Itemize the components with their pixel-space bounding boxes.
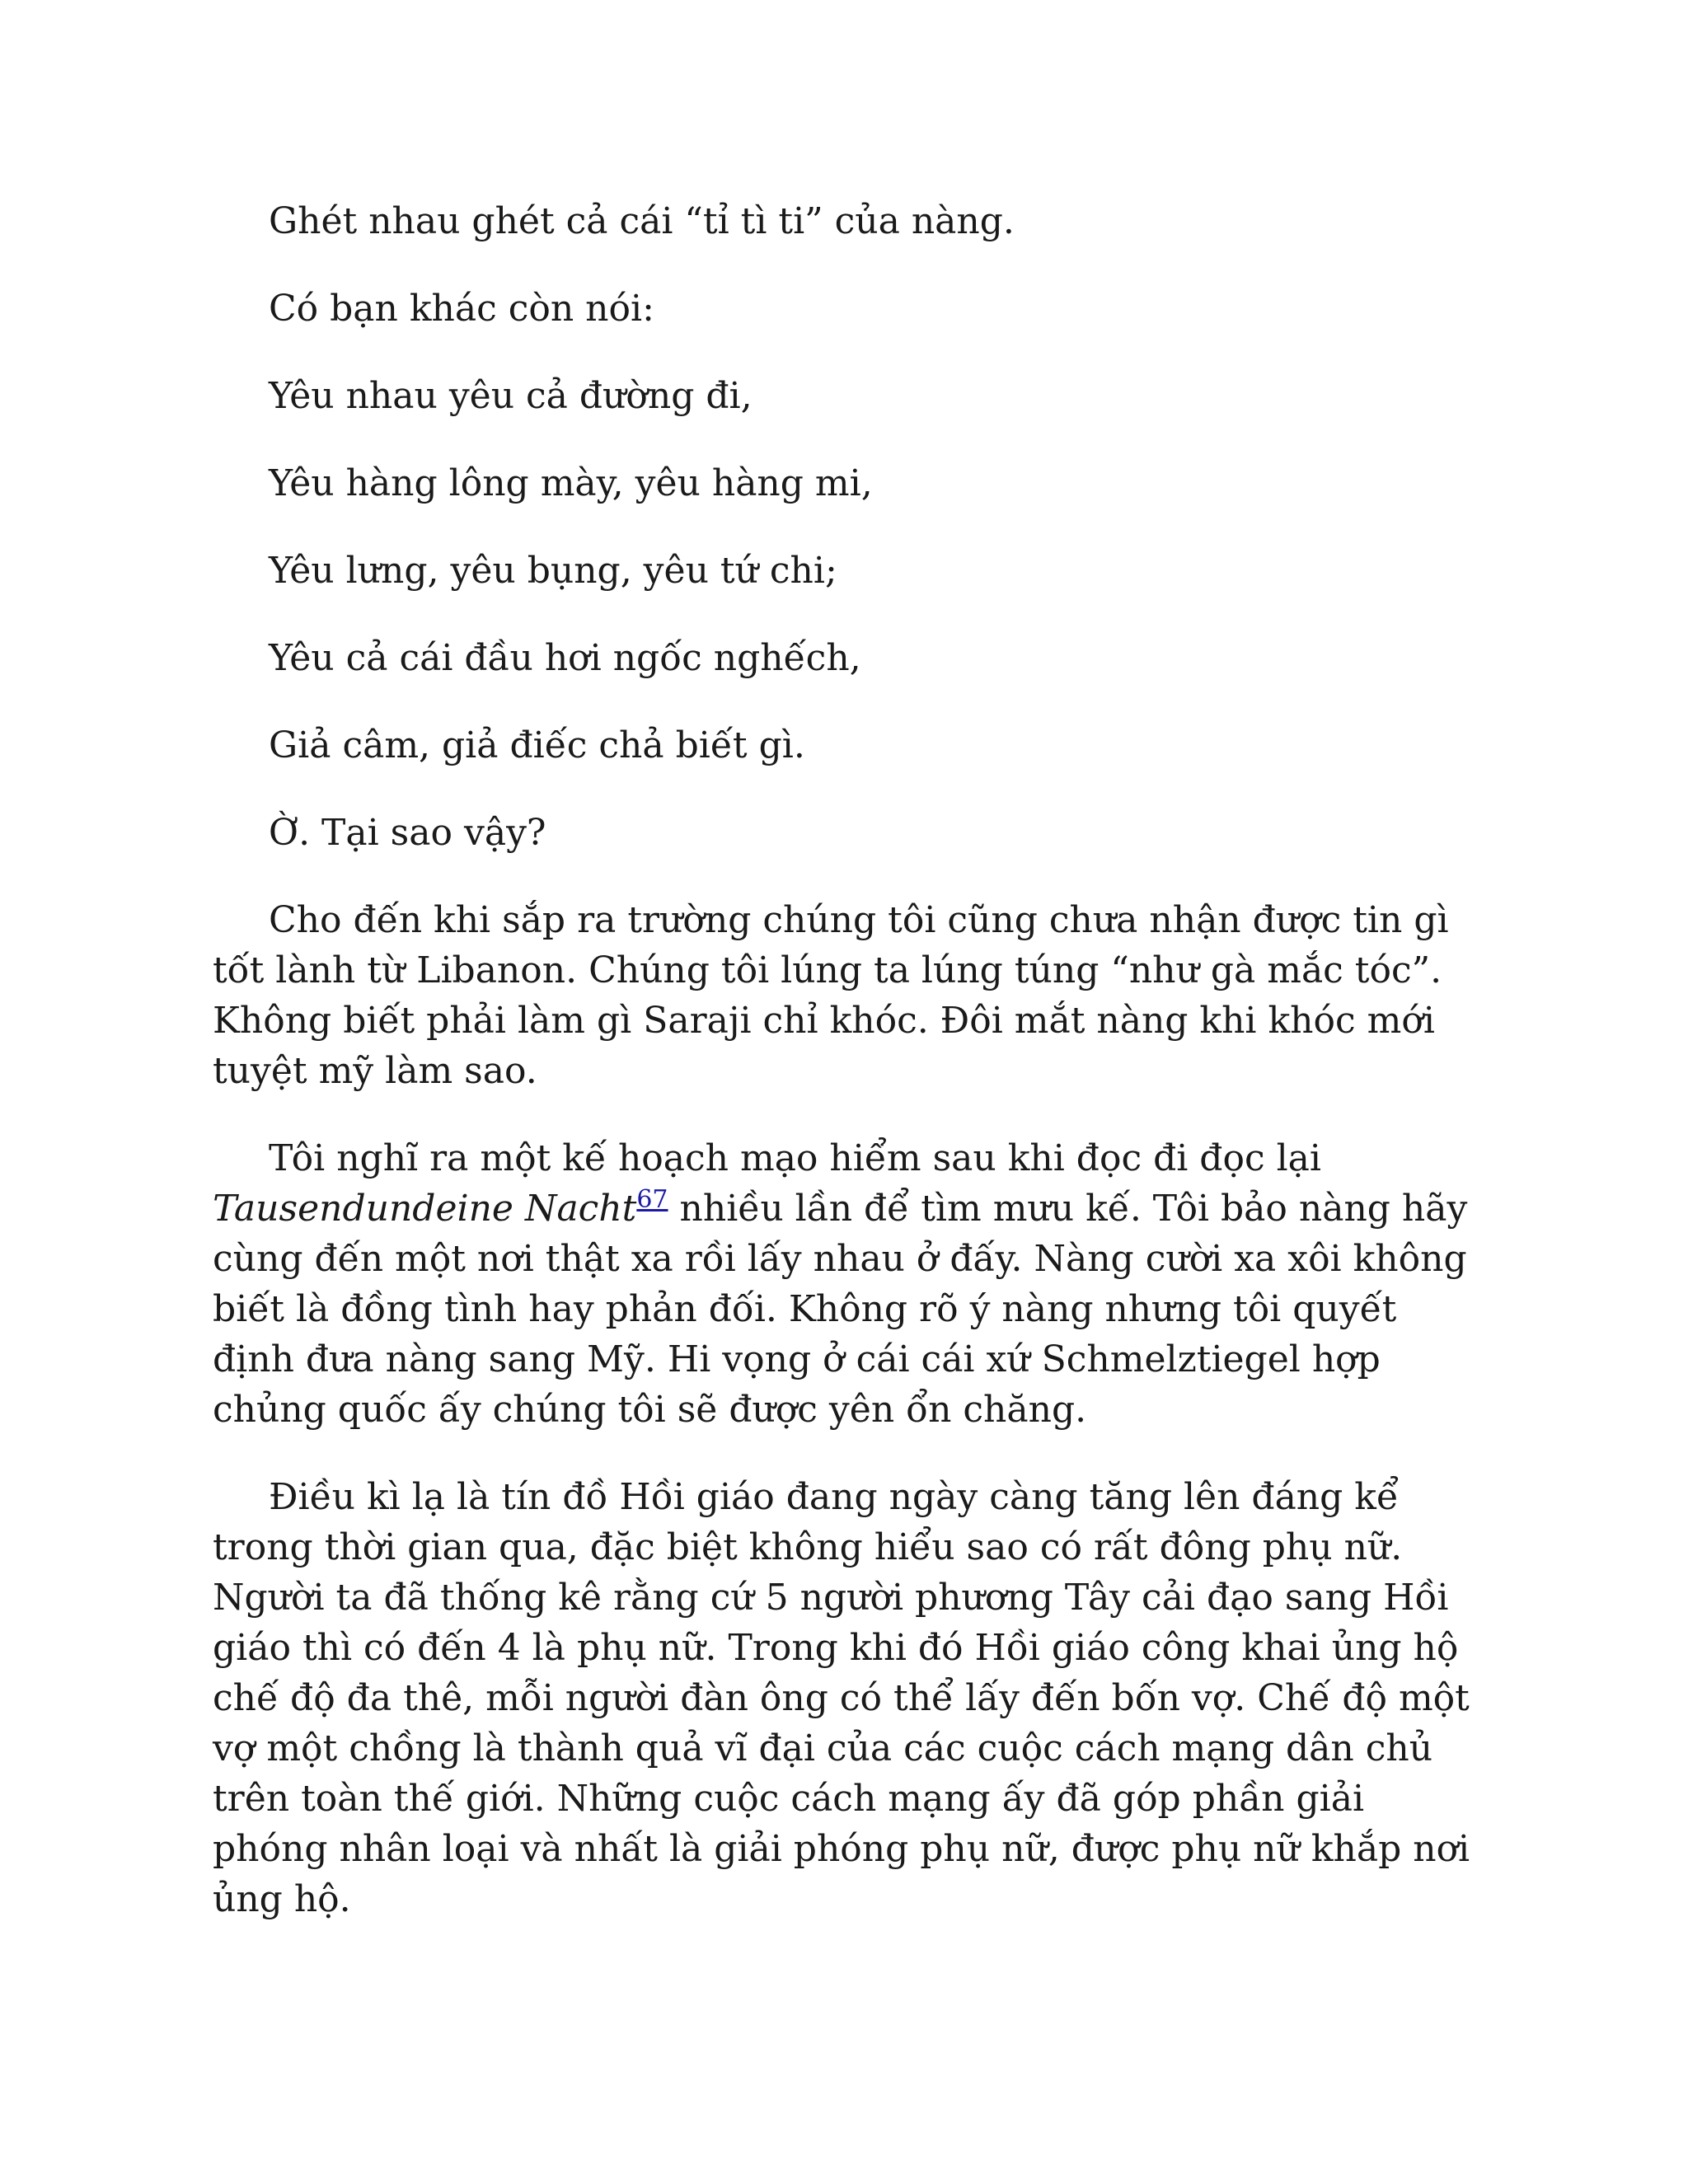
document-page	[213, 196, 1482, 1961]
paragraph: Cho đến khi sắp ra trường chúng tôi cũng chưa nhận được tin gì tốt lành từ Libanon. Chúng tôi lúng ta lúng túng “như gà mắc tóc”. Không biết phải làm gì Saraji chỉ khóc. Đôi mắt nàng khi khóc mới tuyệt mỹ làm sao.	[213, 899, 1449, 1092]
text-line: Ghét nhau ghét cả cái “tỉ tì ti” của nàng.	[269, 200, 1015, 242]
poem-line: Giả câm, giả điếc chả biết gì.	[269, 724, 805, 766]
text-line: Ờ. Tại sao vậy?	[269, 812, 546, 854]
paragraph-text: Tôi nghĩ ra một kế hoạch mạo hiểm sau khi đọc đi đọc lại	[269, 1137, 1321, 1179]
poem-line: Yêu lưng, yêu bụng, yêu tứ chi;	[269, 550, 837, 592]
paragraph-text: nhiều lần để tìm mưu kế. Tôi bảo nàng hãy cùng đến một nơi thật xa rồi lấy nhau ở đấy. Nàng cười xa xôi không biết là đồng tình hay phản đối. Không rõ ý nàng nhưng tôi quyết định đưa nàng sang Mỹ. Hi vọng ở cái cái xứ Schmelztiegel hợp chủng quốc ấy chúng tôi sẽ được yên ổn chăng.	[213, 1188, 1468, 1431]
paragraph: Điều kì lạ là tín đồ Hồi giáo đang ngày càng tăng lên đáng kể trong thời gian qua, đặc biệt không hiểu sao có rất đông phụ nữ. Người ta đã thống kê rằng cứ 5 người phương Tây cải đạo sang Hồi giáo thì có đến 4 là phụ nữ. Trong khi đó Hồi giáo công khai ủng hộ chế độ đa thê, mỗi người đàn ông có thể lấy đến bốn vợ. Chế độ một vợ một chồng là thành quả vĩ đại của các cuộc cách mạng dân chủ trên toàn thế giới. Những cuộc cách mạng ấy đã góp phần giải phóng nhân loại và nhất là giải phóng phụ nữ, được phụ nữ khắp nơi ủng hộ.	[213, 1476, 1470, 1920]
poem-line: Yêu nhau yêu cả đường đi,	[269, 375, 753, 417]
poem-line: Yêu cả cái đầu hơi ngốc nghếch,	[269, 637, 861, 679]
text-line: Có bạn khác còn nói:	[269, 288, 654, 330]
paragraph	[213, 1133, 1482, 1435]
book-title: Tausendundeine Nacht	[213, 1188, 637, 1230]
footnote-link[interactable]: 67	[636, 1185, 668, 1214]
poem-line: Yêu hàng lông mày, yêu hàng mi,	[269, 462, 873, 504]
